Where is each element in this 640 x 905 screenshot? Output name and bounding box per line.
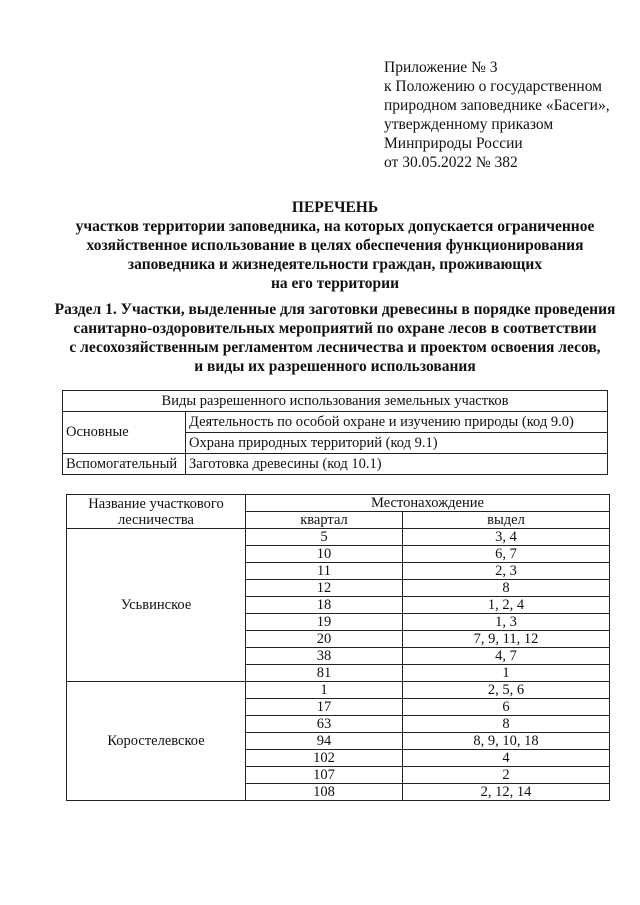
- kvartal-cell: 94: [246, 733, 403, 750]
- col-header-vydel: выдел: [403, 512, 610, 529]
- table-row: [63, 412, 608, 433]
- section-line: с лесохозяйственным регламентом лесничества и проектом освоения лесов,: [69, 339, 601, 356]
- vydel-cell: 1, 3: [403, 614, 610, 631]
- kvartal-cell: 5: [246, 529, 403, 546]
- kvartal-cell: 1: [246, 682, 403, 699]
- section-heading: [40, 300, 630, 376]
- section-line: и виды их разрешенного использования: [194, 358, 476, 375]
- annex-line: Минприроды России: [384, 135, 523, 152]
- table-row: [67, 682, 610, 699]
- vydel-cell: 6: [403, 699, 610, 716]
- vydel-cell: 7, 9, 11, 12: [403, 631, 610, 648]
- vydel-cell: 4: [403, 750, 610, 767]
- col-header-name: Название участкового лесничества: [67, 495, 246, 529]
- main-uses-label: Основные: [63, 412, 186, 454]
- annex-line: от 30.05.2022 № 382: [384, 154, 518, 171]
- section-line: Раздел 1. Участки, выделенные для заготовки древесины в порядке проведения: [54, 301, 616, 318]
- annex-line: Приложение № 3: [384, 59, 498, 76]
- vydel-cell: 6, 7: [403, 546, 610, 563]
- kvartal-cell: 19: [246, 614, 403, 631]
- uses-header: Виды разрешенного использования земельных участков: [63, 391, 608, 412]
- vydel-cell: 1, 2, 4: [403, 597, 610, 614]
- heading-line: на его территории: [270, 275, 400, 292]
- vydel-cell: 8: [403, 716, 610, 733]
- kvartal-cell: 20: [246, 631, 403, 648]
- annex-line: природном заповеднике «Басеги»,: [384, 97, 610, 114]
- kvartal-cell: 108: [246, 784, 403, 801]
- table-row: [63, 391, 608, 412]
- table-row: [63, 454, 608, 475]
- kvartal-cell: 63: [246, 716, 403, 733]
- vydel-cell: 1: [403, 665, 610, 682]
- kvartal-cell: 102: [246, 750, 403, 767]
- main-use-item: Деятельность по особой охране и изучению природы (код 9.0): [186, 412, 608, 433]
- table-row: [67, 495, 610, 512]
- table-row: [67, 529, 610, 546]
- permitted-uses-table: [62, 390, 608, 475]
- vydel-cell: 2, 12, 14: [403, 784, 610, 801]
- vydel-cell: 2, 3: [403, 563, 610, 580]
- vydel-cell: 3, 4: [403, 529, 610, 546]
- vydel-cell: 2, 5, 6: [403, 682, 610, 699]
- heading-line: участков территории заповедника, на которых допускается ограниченное: [75, 218, 595, 235]
- vydel-cell: 2: [403, 767, 610, 784]
- col-header-location: Местонахождение: [246, 495, 610, 512]
- heading-line: хозяйственное использование в целях обеспечения функционирования: [86, 237, 584, 254]
- aux-use-item: Заготовка древесины (код 10.1): [186, 454, 608, 475]
- kvartal-cell: 38: [246, 648, 403, 665]
- col-header-kvartal: квартал: [246, 512, 403, 529]
- vydel-cell: 8, 9, 10, 18: [403, 733, 610, 750]
- annex-line: утвержденному приказом: [384, 116, 554, 133]
- forestry-name-cell: Коростелевское: [67, 682, 246, 801]
- kvartal-cell: 18: [246, 597, 403, 614]
- kvartal-cell: 81: [246, 665, 403, 682]
- section-line: санитарно-оздоровительных мероприятий по охране лесов в соответствии: [73, 320, 597, 337]
- kvartal-cell: 12: [246, 580, 403, 597]
- heading-line: заповедника и жизнедеятельности граждан, проживающих: [127, 256, 543, 273]
- forestry-name-cell: Усьвинское: [67, 529, 246, 682]
- document-title: ПЕРЕЧЕНЬ: [291, 199, 379, 216]
- aux-uses-label: Вспомогательный: [63, 454, 186, 475]
- vydel-cell: 4, 7: [403, 648, 610, 665]
- annex-line: к Положению о государственном: [384, 78, 602, 95]
- kvartal-cell: 107: [246, 767, 403, 784]
- document-heading: [40, 198, 630, 293]
- kvartal-cell: 17: [246, 699, 403, 716]
- annex-block: [384, 58, 610, 172]
- kvartal-cell: 11: [246, 563, 403, 580]
- forest-sites-table: [66, 494, 610, 801]
- vydel-cell: 8: [403, 580, 610, 597]
- kvartal-cell: 10: [246, 546, 403, 563]
- main-use-item: Охрана природных территорий (код 9.1): [186, 433, 608, 454]
